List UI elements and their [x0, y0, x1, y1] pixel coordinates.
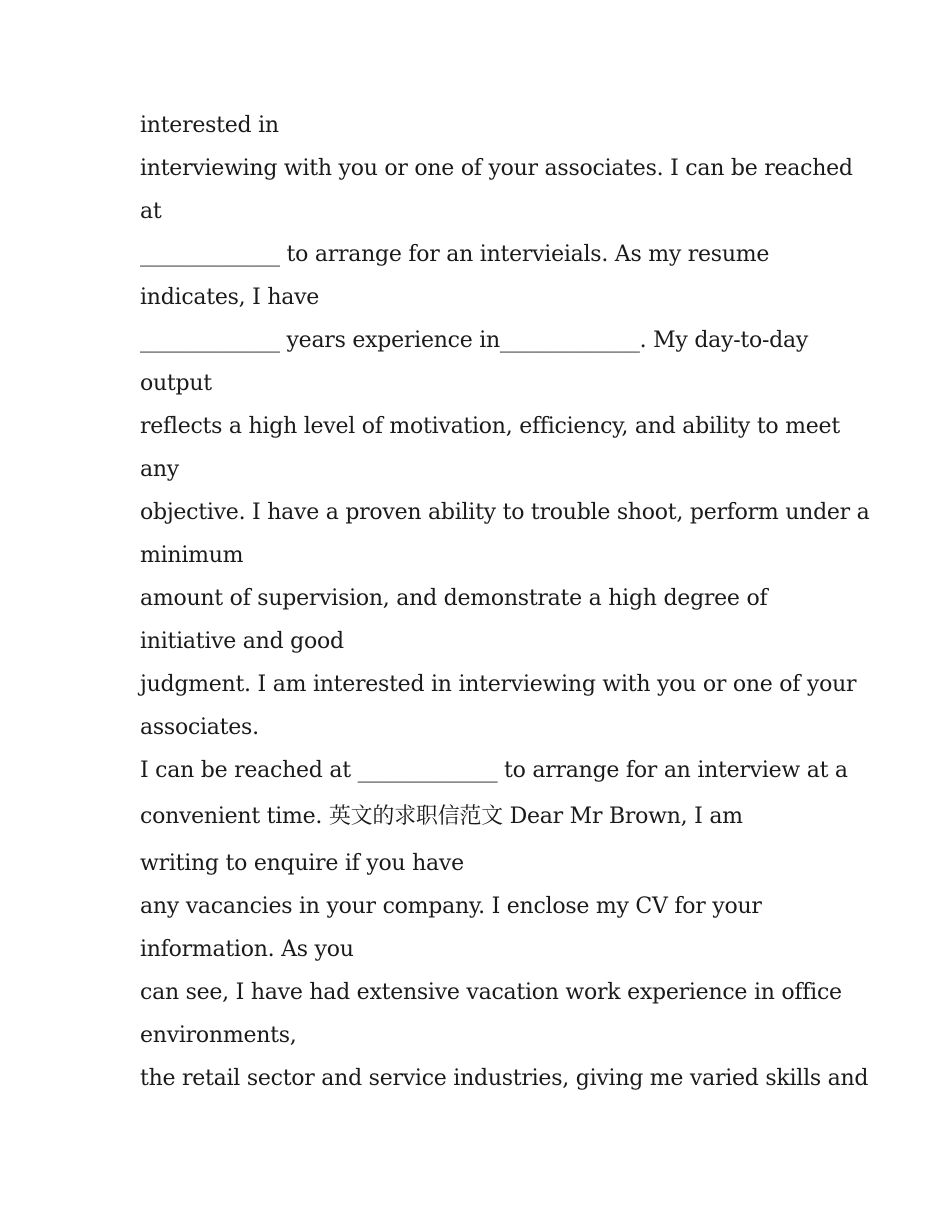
- text-line: information. As you: [140, 937, 354, 962]
- text-line: _____________ to arrange for an intervieials. As my resume: [140, 242, 770, 267]
- text-line: environments,: [140, 1023, 297, 1048]
- text-line: at: [140, 199, 162, 224]
- text-line: writing to enquire if you have: [140, 851, 464, 876]
- text-line: amount of supervision, and demonstrate a high degree of: [140, 586, 768, 611]
- text-line: judgment. I am interested in interviewing with you or one of your: [140, 672, 857, 697]
- text-line: interviewing with you or one of your associates. I can be reached: [140, 156, 853, 181]
- text-line: any: [140, 457, 179, 482]
- text-line: _____________ years experience in_____________. My day-to-day: [140, 328, 809, 353]
- text-line: minimum: [140, 543, 244, 568]
- text-line: output: [140, 371, 212, 396]
- text-line: objective. I have a proven ability to trouble shoot, perform under a: [140, 500, 870, 525]
- text-line: any vacancies in your company. I enclose my CV for your: [140, 894, 762, 919]
- text-line: interested in: [140, 113, 279, 138]
- body-text: [140, 104, 870, 1100]
- text-line: indicates, I have: [140, 285, 320, 310]
- text-line: reflects a high level of motivation, efficiency, and ability to meet: [140, 414, 840, 439]
- text-line: I can be reached at _____________ to arrange for an interview at a: [140, 758, 848, 783]
- text-line: associates.: [140, 715, 259, 740]
- text-line: initiative and good: [140, 629, 344, 654]
- text-line: the retail sector and service industries, giving me varied skills and: [140, 1066, 869, 1091]
- text-line: convenient time. 英文的求职信范文 Dear Mr Brown, I am: [140, 804, 743, 829]
- text-line: can see, I have had extensive vacation work experience in office: [140, 980, 842, 1005]
